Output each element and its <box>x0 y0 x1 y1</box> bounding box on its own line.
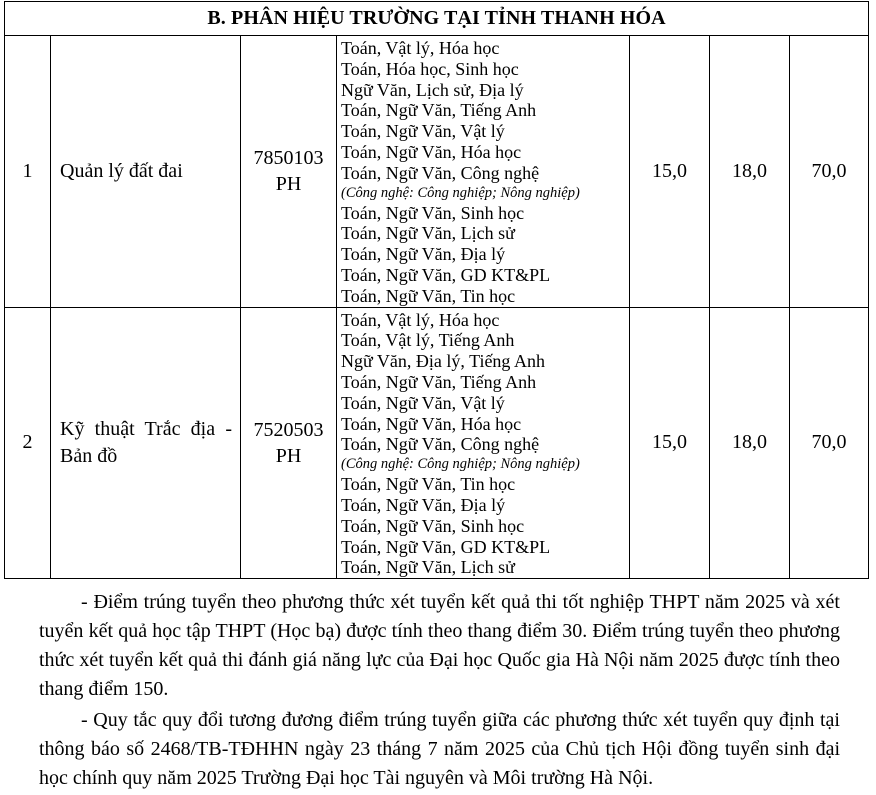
major-code <box>241 307 337 579</box>
combo-line: Toán, Ngữ Văn, GD KT&PL <box>341 536 551 557</box>
combo-note: (Công nghệ: Công nghiệp; Nông nghiệp) <box>341 456 580 473</box>
combo-line: Toán, Ngữ Văn, Vật lý <box>341 392 505 413</box>
score-cell: 15,0 <box>630 307 710 579</box>
combo-line: Toán, Ngữ Văn, Vật lý <box>341 121 505 142</box>
combo-line: Toán, Ngữ Văn, Lịch sử <box>341 223 515 244</box>
combo-line: Toán, Vật lý, Tiếng Anh <box>341 330 515 351</box>
score-cell: 18,0 <box>710 307 790 579</box>
combo-line: Toán, Ngữ Văn, Sinh học <box>341 515 525 536</box>
major-name <box>51 307 241 579</box>
combo-line: Ngữ Văn, Địa lý, Tiếng Anh <box>341 351 545 372</box>
table-row <box>5 307 869 579</box>
major-name-line: Bản đồ <box>60 444 118 467</box>
major-code <box>241 36 337 308</box>
score-cell: 70,0 <box>790 307 869 579</box>
note-paragraph: - Điểm trúng tuyển theo phương thức xét tuyển kết quả thi tốt nghiệp THPT năm 2025 và xét tuyển kết quả học tập THPT (Học bạ) được tính theo thang điểm 30. Điểm trúng tuyển theo phương thức xét tuyển kết quả thi đánh giá năng lực của Đại học Quốc gia Hà Nội năm 2025 được tính theo thang điểm 150. <box>39 591 840 700</box>
note-paragraph: - Quy tắc quy đổi tương đương điểm trúng tuyển giữa các phương thức xét tuyển quy định tại thông báo số 2468/TB-TĐHHN ngày 23 tháng 7 năm 2025 của Chủ tịch Hội đồng tuyển sinh đại học chính quy năm 2025 Trường Đại học Tài nguyên và Môi trường Hà Nội. <box>39 709 840 789</box>
combo-line: Toán, Ngữ Văn, Hóa học <box>341 141 522 162</box>
combo-line: Toán, Ngữ Văn, Địa lý <box>341 494 506 515</box>
combo-line: Toán, Ngữ Văn, Lịch sử <box>341 557 515 578</box>
major-name <box>51 36 241 308</box>
section-title: B. PHÂN HIỆU TRƯỜNG TẠI TỈNH THANH HÓA <box>5 2 869 36</box>
score-cell: 15,0 <box>630 36 710 308</box>
combo-line: Toán, Ngữ Văn, Tin học <box>341 474 516 495</box>
admission-table <box>4 1 869 579</box>
subject-combinations <box>337 36 630 308</box>
combo-line: Toán, Vật lý, Hóa học <box>341 38 500 58</box>
combo-line: Toán, Ngữ Văn, Công nghệ <box>341 434 540 455</box>
subject-combinations <box>337 307 630 579</box>
combo-line: Toán, Ngữ Văn, Công nghệ <box>341 162 540 183</box>
section-header-row <box>5 2 869 36</box>
combo-line: Toán, Vật lý, Hóa học <box>341 309 500 330</box>
table-row <box>5 36 869 308</box>
row-index: 1 <box>5 36 51 308</box>
major-code-line: PH <box>275 444 302 467</box>
row-index: 2 <box>5 307 51 579</box>
score-cell: 70,0 <box>790 36 869 308</box>
major-code-line: PH <box>275 173 302 196</box>
notes-section <box>39 588 840 795</box>
combo-line: Toán, Hóa học, Sinh học <box>341 58 519 79</box>
combo-line: Toán, Ngữ Văn, Sinh học <box>341 202 525 223</box>
combo-line: Ngữ Văn, Lịch sử, Địa lý <box>341 79 524 100</box>
score-cell: 18,0 <box>710 36 790 308</box>
combo-line: Toán, Ngữ Văn, Địa lý <box>341 244 506 265</box>
combo-line: Toán, Ngữ Văn, Tin học <box>341 285 516 306</box>
combo-line: Toán, Ngữ Văn, Tiếng Anh <box>341 371 537 392</box>
major-name-line: Kỹ thuật Trắc địa - <box>60 418 232 441</box>
combo-line: Toán, Ngữ Văn, Tiếng Anh <box>341 100 537 121</box>
combo-line: Toán, Ngữ Văn, Hóa học <box>341 413 522 434</box>
combo-note: (Công nghệ: Công nghiệp; Nông nghiệp) <box>341 184 580 201</box>
combo-line: Toán, Ngữ Văn, GD KT&PL <box>341 264 551 285</box>
major-code-line: 7520503 <box>253 418 324 441</box>
major-code-line: 7850103 <box>253 147 324 170</box>
major-name-line: Quản lý đất đai <box>60 160 183 183</box>
